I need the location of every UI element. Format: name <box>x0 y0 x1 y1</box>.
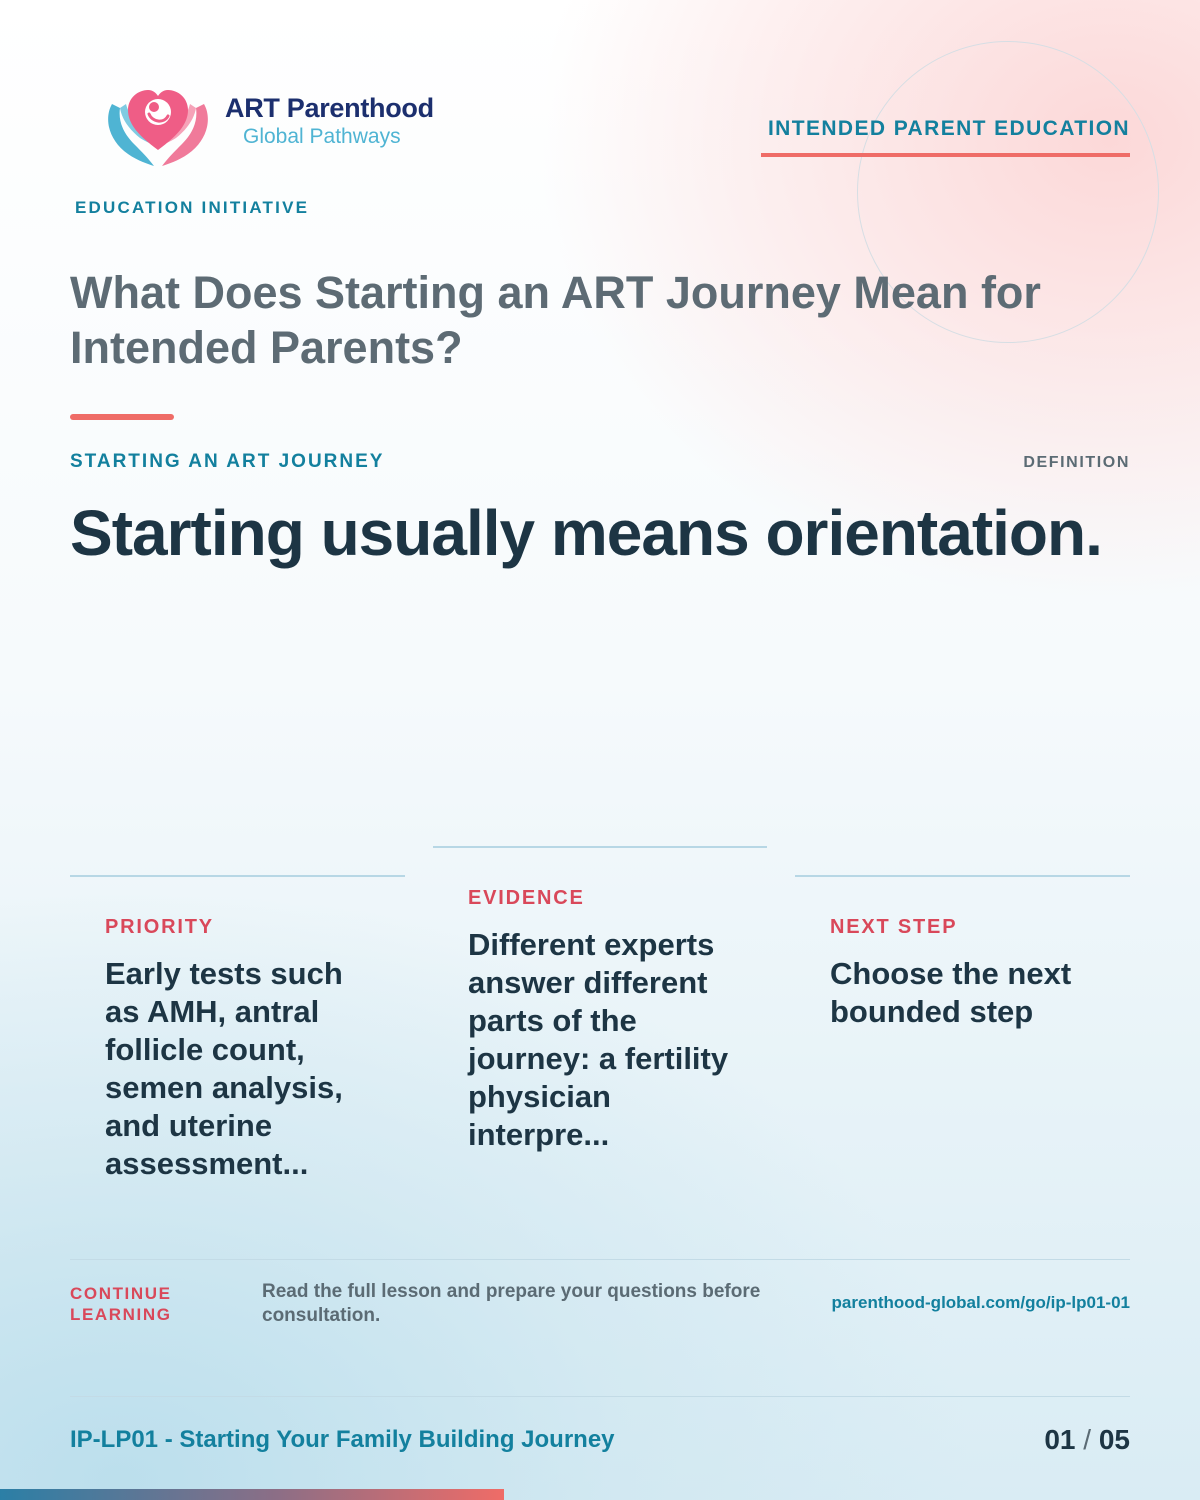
divider <box>70 1259 1130 1260</box>
card-rule <box>70 875 405 877</box>
section-label: STARTING AN ART JOURNEY <box>70 451 385 472</box>
continue-learning-label: CONTINUE LEARNING <box>70 1284 172 1324</box>
page-title: What Does Starting an ART Journey Mean for Intended Parents? <box>70 267 1041 373</box>
brand-name: ART Parenthood <box>225 93 434 123</box>
category-tag: INTENDED PARENT EDUCATION <box>767 117 1130 140</box>
card-rule <box>795 875 1130 877</box>
card-body: Different experts answer different parts of the journey: a fertility physician interpre... <box>468 927 729 1152</box>
initiative-label: EDUCATION INITIATIVE <box>75 198 310 217</box>
card-body: Choose the next bounded step <box>830 956 1072 1029</box>
page-total: 05 <box>1098 1424 1130 1455</box>
page-separator: / <box>1083 1424 1092 1455</box>
category-tag-underline <box>761 153 1130 157</box>
lesson-title: IP-LP01 - Starting Your Family Building Journey <box>70 1426 615 1453</box>
progress-accent-bar <box>0 1489 504 1500</box>
card-kicker: NEXT STEP <box>830 916 958 938</box>
accent-divider <box>70 414 174 420</box>
continue-learning-text: Read the full lesson and prepare your questions before consultation. <box>262 1281 761 1326</box>
definition-label: DEFINITION <box>1023 454 1130 471</box>
card-kicker: EVIDENCE <box>468 887 585 909</box>
card-next-step <box>795 875 1130 1075</box>
card-kicker: PRIORITY <box>105 916 214 938</box>
card-rule <box>433 846 767 848</box>
card-priority <box>70 875 405 1195</box>
card-evidence <box>433 846 767 1206</box>
lesson-link[interactable]: parenthood-global.com/go/ip-lp01-01 <box>831 1293 1130 1312</box>
card-body: Early tests such as AMH, antral follicle count, semen analysis, and uterine assessment... <box>105 956 343 1181</box>
page-current: 01 <box>1044 1424 1076 1455</box>
brand-subtitle: Global Pathways <box>243 125 401 148</box>
heart-hands-baby-logo-icon <box>102 74 214 170</box>
main-statement: Starting usually means orientation. <box>70 497 1102 569</box>
page-indicator <box>1044 1424 1130 1456</box>
divider <box>70 1396 1130 1397</box>
